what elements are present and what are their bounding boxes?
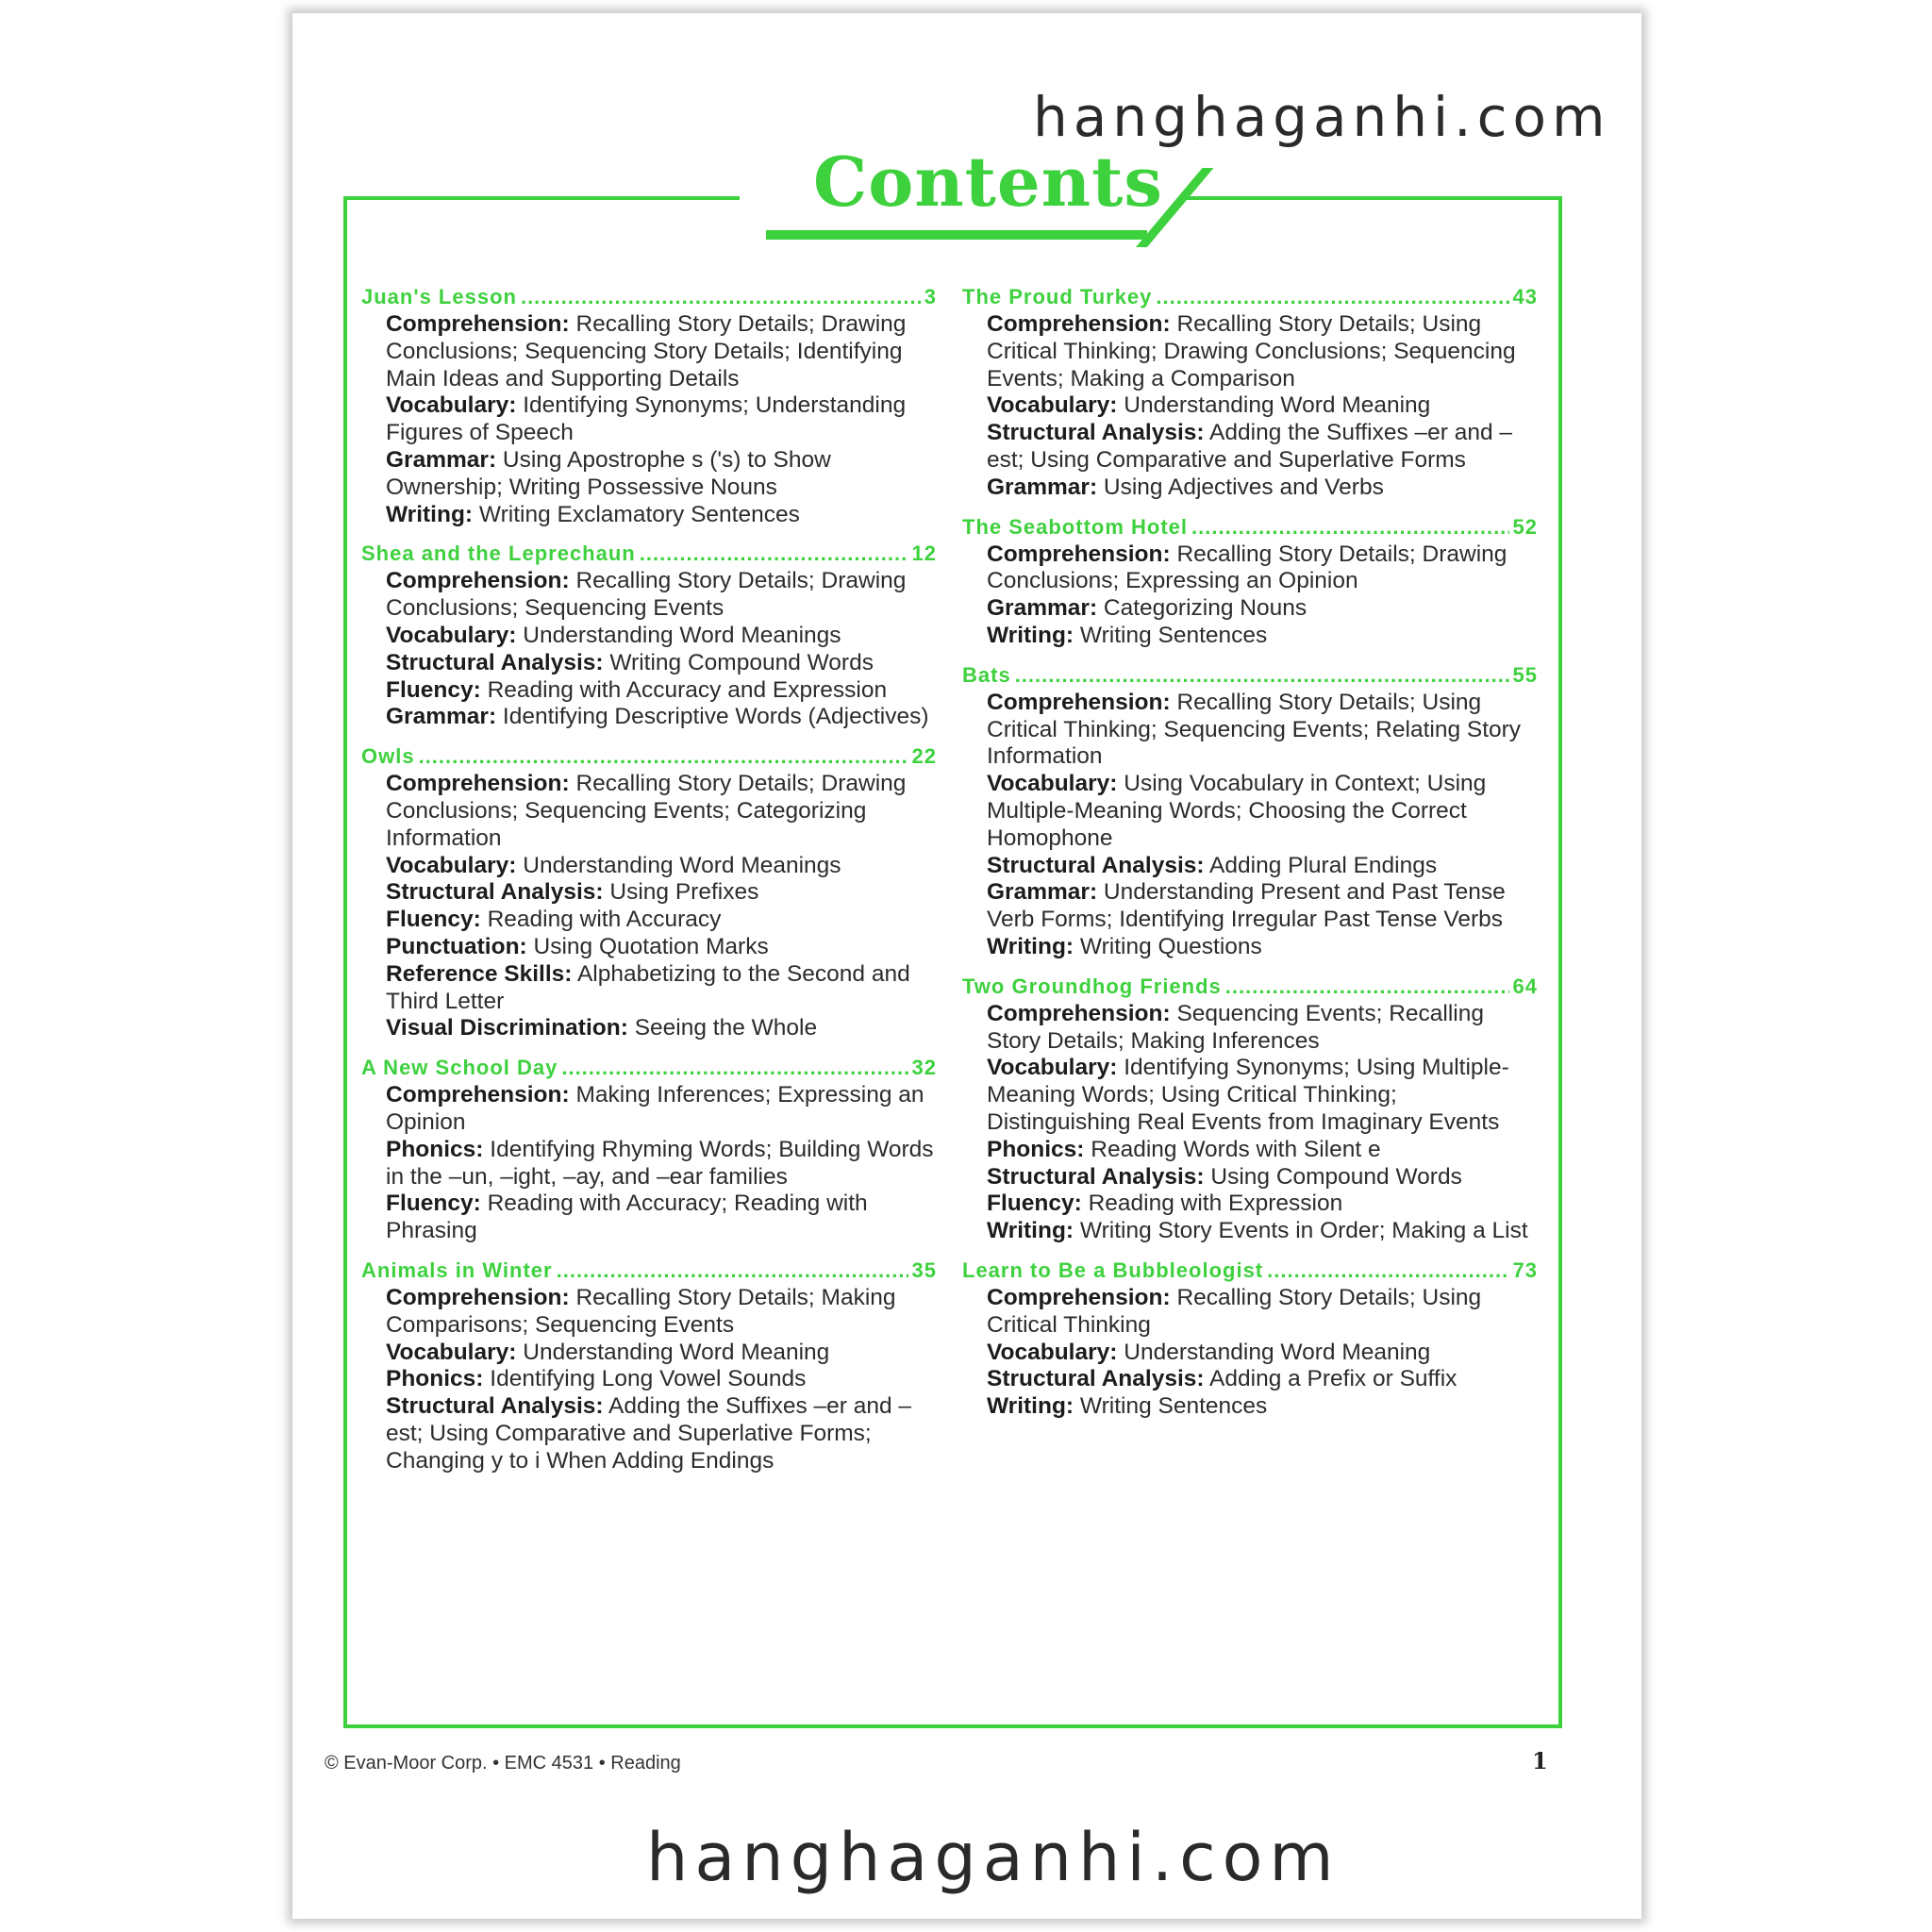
- skill-entry: [987, 853, 1538, 880]
- dot-leader: [1267, 1257, 1508, 1285]
- skill-category: Grammar:: [386, 704, 497, 730]
- skill-entry: [987, 1218, 1538, 1245]
- skill-description: Reading Words with Silent e: [1091, 1136, 1381, 1162]
- skill-description: Understanding Word Meanings: [523, 622, 841, 648]
- section-heading: [962, 661, 1538, 690]
- skill-entry: [386, 1137, 937, 1191]
- section-heading: [962, 283, 1538, 311]
- skill-entry: [386, 1191, 937, 1245]
- contents-section: [361, 283, 937, 528]
- skill-entry: [987, 879, 1538, 934]
- skill-category: Writing:: [987, 933, 1074, 959]
- dot-leader: [1015, 661, 1509, 690]
- section-title: The Proud Turkey: [962, 285, 1153, 308]
- section-page-number: 3: [924, 285, 937, 308]
- skill-category: Grammar:: [987, 879, 1098, 906]
- skill-description: Adding a Prefix or Suffix: [1209, 1366, 1457, 1392]
- skill-category: Punctuation:: [386, 933, 527, 959]
- skill-category: Writing:: [987, 622, 1074, 648]
- skill-entry: [987, 1340, 1538, 1367]
- watermark-bottom: hanghaganhi.com: [646, 1819, 1341, 1896]
- skill-description: Reading with Accuracy: [487, 907, 722, 933]
- skill-entry: [987, 541, 1538, 596]
- skill-entry: [386, 771, 937, 852]
- title-underline: [766, 230, 1147, 240]
- skill-category: Grammar:: [386, 446, 497, 473]
- skill-category: Vocabulary:: [987, 1339, 1118, 1365]
- skill-entry: [386, 1285, 937, 1340]
- skill-description: Recalling Story Details; Drawing Conclusions; Sequencing Events: [386, 568, 907, 622]
- section-heading: [962, 973, 1538, 1001]
- skill-category: Fluency:: [386, 1191, 481, 1217]
- skill-entry: [386, 623, 937, 650]
- skill-description: Recalling Story Details; Using Critical Thinking; Drawing Conclusions; Sequencing Events; Making a Comparison: [987, 311, 1516, 391]
- section-page-number: 43: [1512, 285, 1538, 308]
- skill-description: Adding Plural Endings: [1209, 852, 1438, 878]
- contents-section: [361, 1257, 937, 1475]
- skill-entry: [987, 311, 1538, 392]
- skill-description: Writing Sentences: [1079, 622, 1268, 648]
- skill-entry: [386, 853, 937, 880]
- skill-category: Fluency:: [987, 1191, 1082, 1217]
- section-title: Shea and the Leprechaun: [361, 541, 636, 566]
- skill-description: Understanding Present and Past Tense Verb Forms; Identifying Irregular Past Tense Verbs: [987, 879, 1506, 933]
- footer-copyright: © Evan-Moor Corp. • EMC 4531 • Reading: [325, 1753, 681, 1774]
- skill-description: Sequencing Events; Recalling Story Details; Making Inferences: [987, 1000, 1484, 1054]
- skill-category: Structural Analysis:: [987, 1366, 1205, 1392]
- section-heading: [361, 1257, 937, 1285]
- section-heading: [361, 283, 937, 311]
- skill-description: Using Prefixes: [609, 879, 759, 906]
- skill-entry: [987, 1001, 1538, 1056]
- skill-description: Recalling Story Details; Drawing Conclusions; Sequencing Story Details; Identifying Main Ideas and Supporting Details: [386, 311, 907, 391]
- dot-leader: [557, 1257, 908, 1285]
- skill-category: Vocabulary:: [386, 392, 517, 419]
- skill-category: Phonics:: [386, 1366, 484, 1392]
- watermark-top: hanghaganhi.com: [1033, 85, 1611, 149]
- skill-category: Vocabulary:: [386, 852, 517, 878]
- skill-category: Reference Skills:: [386, 960, 573, 987]
- skill-description: Understanding Word Meaning: [523, 1339, 830, 1365]
- skill-category: Structural Analysis:: [987, 852, 1205, 878]
- skill-category: Comprehension:: [987, 1000, 1171, 1026]
- skill-category: Writing:: [987, 1218, 1074, 1244]
- skill-description: Categorizing Nouns: [1103, 595, 1307, 622]
- page-title: Contents: [813, 142, 1163, 222]
- skill-description: Using Compound Words: [1210, 1163, 1462, 1190]
- skill-category: Vocabulary:: [386, 622, 517, 648]
- skill-category: Writing:: [987, 1393, 1074, 1420]
- skill-category: Comprehension:: [987, 541, 1171, 567]
- skill-description: Writing Questions: [1079, 933, 1262, 959]
- skill-description: Alphabetizing to the Second and Third Letter: [386, 960, 910, 1014]
- section-page-number: 52: [1512, 514, 1538, 539]
- skill-category: Fluency:: [386, 676, 481, 703]
- skill-description: Understanding Word Meaning: [1124, 392, 1431, 419]
- skill-category: Comprehension:: [987, 311, 1171, 337]
- section-page-number: 55: [1512, 662, 1538, 687]
- skill-category: Comprehension:: [987, 1284, 1171, 1310]
- section-heading: [361, 1054, 937, 1082]
- skill-category: Comprehension:: [386, 311, 570, 337]
- section-title: Learn to Be a Bubbleologist: [962, 1257, 1264, 1282]
- skill-entry: [386, 568, 937, 623]
- section-title: A New School Day: [361, 1056, 558, 1080]
- skill-category: Structural Analysis:: [386, 649, 604, 675]
- section-page-number: 64: [1512, 974, 1538, 998]
- contents-section: [962, 283, 1538, 502]
- skill-entry: [386, 961, 937, 1016]
- skill-category: Vocabulary:: [987, 392, 1118, 419]
- dot-leader: [640, 540, 908, 568]
- skill-entry: [987, 595, 1538, 623]
- skill-description: Adding the Suffixes –er and –est; Using Comparative and Superlative Forms; Changing y to i When Adding Endings: [386, 1393, 912, 1474]
- skill-entry: [987, 623, 1538, 650]
- skill-description: Seeing the Whole: [634, 1015, 818, 1041]
- skill-description: Writing Compound Words: [609, 649, 874, 675]
- skill-entry: [386, 704, 937, 731]
- contents-section: [361, 742, 937, 1042]
- contents-section: [962, 1257, 1538, 1421]
- skill-description: Understanding Word Meaning: [1124, 1339, 1431, 1365]
- skill-category: Comprehension:: [386, 1284, 570, 1310]
- skill-description: Writing Sentences: [1079, 1393, 1268, 1420]
- section-title: Juan's Lesson: [361, 285, 517, 308]
- contents-right-column: [962, 283, 1538, 1432]
- skill-entry: [987, 1366, 1538, 1393]
- dot-leader: [561, 1054, 908, 1082]
- section-heading: [962, 1257, 1538, 1285]
- skill-entry: [987, 1137, 1538, 1164]
- skill-description: Identifying Rhyming Words; Building Words in the –un, –ight, –ay, and –ear families: [386, 1136, 934, 1190]
- skill-category: Vocabulary:: [386, 1339, 517, 1365]
- section-title: Owls: [361, 744, 415, 769]
- skill-entry: [987, 475, 1538, 502]
- skill-description: Reading with Accuracy; Reading with Phrasing: [386, 1191, 868, 1244]
- skill-description: Using Apostrophe s ('s) to Show Ownership; Writing Possessive Nouns: [386, 446, 831, 500]
- section-page-number: 73: [1512, 1257, 1538, 1282]
- skill-description: Recalling Story Details; Drawing Conclusions; Sequencing Events; Categorizing Information: [386, 771, 907, 851]
- dot-leader: [419, 742, 908, 771]
- skill-description: Adding the Suffixes –er and –est; Using Comparative and Superlative Forms: [987, 420, 1513, 473]
- skill-entry: [386, 1340, 937, 1367]
- skill-description: Understanding Word Meanings: [523, 852, 841, 878]
- skill-category: Structural Analysis:: [386, 1393, 604, 1420]
- skill-entry: [987, 1393, 1538, 1421]
- contents-section: [962, 973, 1538, 1245]
- skill-description: Identifying Synonyms; Using Multiple-Meaning Words; Using Critical Thinking; Distinguishing Real Events from Imaginary Events: [987, 1055, 1509, 1135]
- skill-description: Recalling Story Details; Using Critical Thinking: [987, 1284, 1482, 1338]
- skill-description: Making Inferences; Expressing an Opinion: [386, 1082, 924, 1135]
- skill-entry: [987, 771, 1538, 852]
- skill-category: Comprehension:: [987, 689, 1171, 715]
- skill-category: Vocabulary:: [987, 1055, 1118, 1081]
- skill-description: Recalling Story Details; Making Comparisons; Sequencing Events: [386, 1284, 896, 1338]
- skill-entry: [386, 392, 937, 447]
- section-page-number: 12: [911, 541, 937, 566]
- skill-description: Identifying Long Vowel Sounds: [490, 1366, 807, 1392]
- skill-entry: [386, 1082, 937, 1137]
- skill-category: Structural Analysis:: [386, 879, 604, 906]
- skill-entry: [386, 934, 937, 961]
- skill-description: Identifying Synonyms; Understanding Figures of Speech: [386, 392, 907, 446]
- footer-page-number: 1: [1532, 1747, 1548, 1774]
- skill-description: Writing Story Events in Order; Making a List: [1079, 1218, 1528, 1244]
- skill-entry: [987, 690, 1538, 771]
- contents-left-column: [361, 283, 937, 1486]
- section-title: The Seabottom Hotel: [962, 514, 1189, 539]
- skill-category: Fluency:: [386, 907, 481, 933]
- skill-category: Comprehension:: [386, 771, 570, 797]
- skill-description: Recalling Story Details; Using Critical Thinking; Sequencing Events; Relating Story Information: [987, 689, 1522, 770]
- section-page-number: 22: [911, 744, 937, 769]
- skill-description: Reading with Accuracy and Expression: [487, 676, 888, 703]
- skill-description: Using Vocabulary in Context; Using Multiple-Meaning Words; Choosing the Correct Homophone: [987, 771, 1487, 851]
- skill-description: Reading with Expression: [1088, 1191, 1343, 1217]
- dot-leader: [1191, 513, 1509, 541]
- section-title: Bats: [962, 662, 1011, 687]
- skill-entry: [987, 1191, 1538, 1218]
- skill-entry: [987, 1055, 1538, 1136]
- contents-section: [361, 540, 937, 731]
- section-title: Two Groundhog Friends: [962, 974, 1222, 998]
- skill-entry: [386, 1015, 937, 1042]
- skill-entry: [386, 879, 937, 907]
- skill-entry: [386, 650, 937, 677]
- skill-category: Comprehension:: [386, 568, 570, 594]
- skill-category: Structural Analysis:: [987, 1163, 1205, 1190]
- skill-description: Using Quotation Marks: [533, 933, 769, 959]
- skill-category: Comprehension:: [386, 1082, 570, 1108]
- skill-entry: [386, 1366, 937, 1393]
- skill-entry: [987, 1164, 1538, 1191]
- section-page-number: 35: [911, 1257, 937, 1282]
- skill-description: Using Adjectives and Verbs: [1103, 474, 1384, 500]
- skill-category: Writing:: [386, 501, 474, 527]
- skill-description: Recalling Story Details; Drawing Conclusions; Expressing an Opinion: [987, 541, 1507, 594]
- skill-category: Phonics:: [987, 1136, 1085, 1162]
- dot-leader: [1156, 283, 1508, 311]
- section-heading: [361, 742, 937, 771]
- skill-category: Visual Discrimination:: [386, 1015, 628, 1041]
- section-heading: [361, 540, 937, 568]
- skill-entry: [386, 311, 937, 392]
- skill-description: Writing Exclamatory Sentences: [478, 501, 800, 527]
- skill-entry: [987, 934, 1538, 961]
- skill-entry: [386, 677, 937, 705]
- dot-leader: [1225, 973, 1509, 1001]
- skill-entry: [987, 392, 1538, 420]
- section-title: Animals in Winter: [361, 1257, 553, 1282]
- skill-category: Grammar:: [987, 595, 1098, 622]
- skill-category: Grammar:: [987, 474, 1098, 500]
- section-page-number: 32: [911, 1056, 937, 1080]
- skill-category: Phonics:: [386, 1136, 484, 1162]
- dot-leader: [521, 283, 921, 311]
- section-heading: [962, 513, 1538, 541]
- skill-entry: [386, 502, 937, 529]
- contents-section: [962, 513, 1538, 650]
- skill-description: Identifying Descriptive Words (Adjectives): [502, 704, 929, 730]
- contents-section: [361, 1054, 937, 1245]
- skill-entry: [987, 420, 1538, 475]
- skill-entry: [386, 1393, 937, 1474]
- skill-entry: [987, 1285, 1538, 1340]
- skill-entry: [386, 907, 937, 934]
- contents-section: [962, 661, 1538, 961]
- skill-category: Structural Analysis:: [987, 420, 1205, 446]
- skill-category: Vocabulary:: [987, 771, 1118, 797]
- skill-entry: [386, 447, 937, 502]
